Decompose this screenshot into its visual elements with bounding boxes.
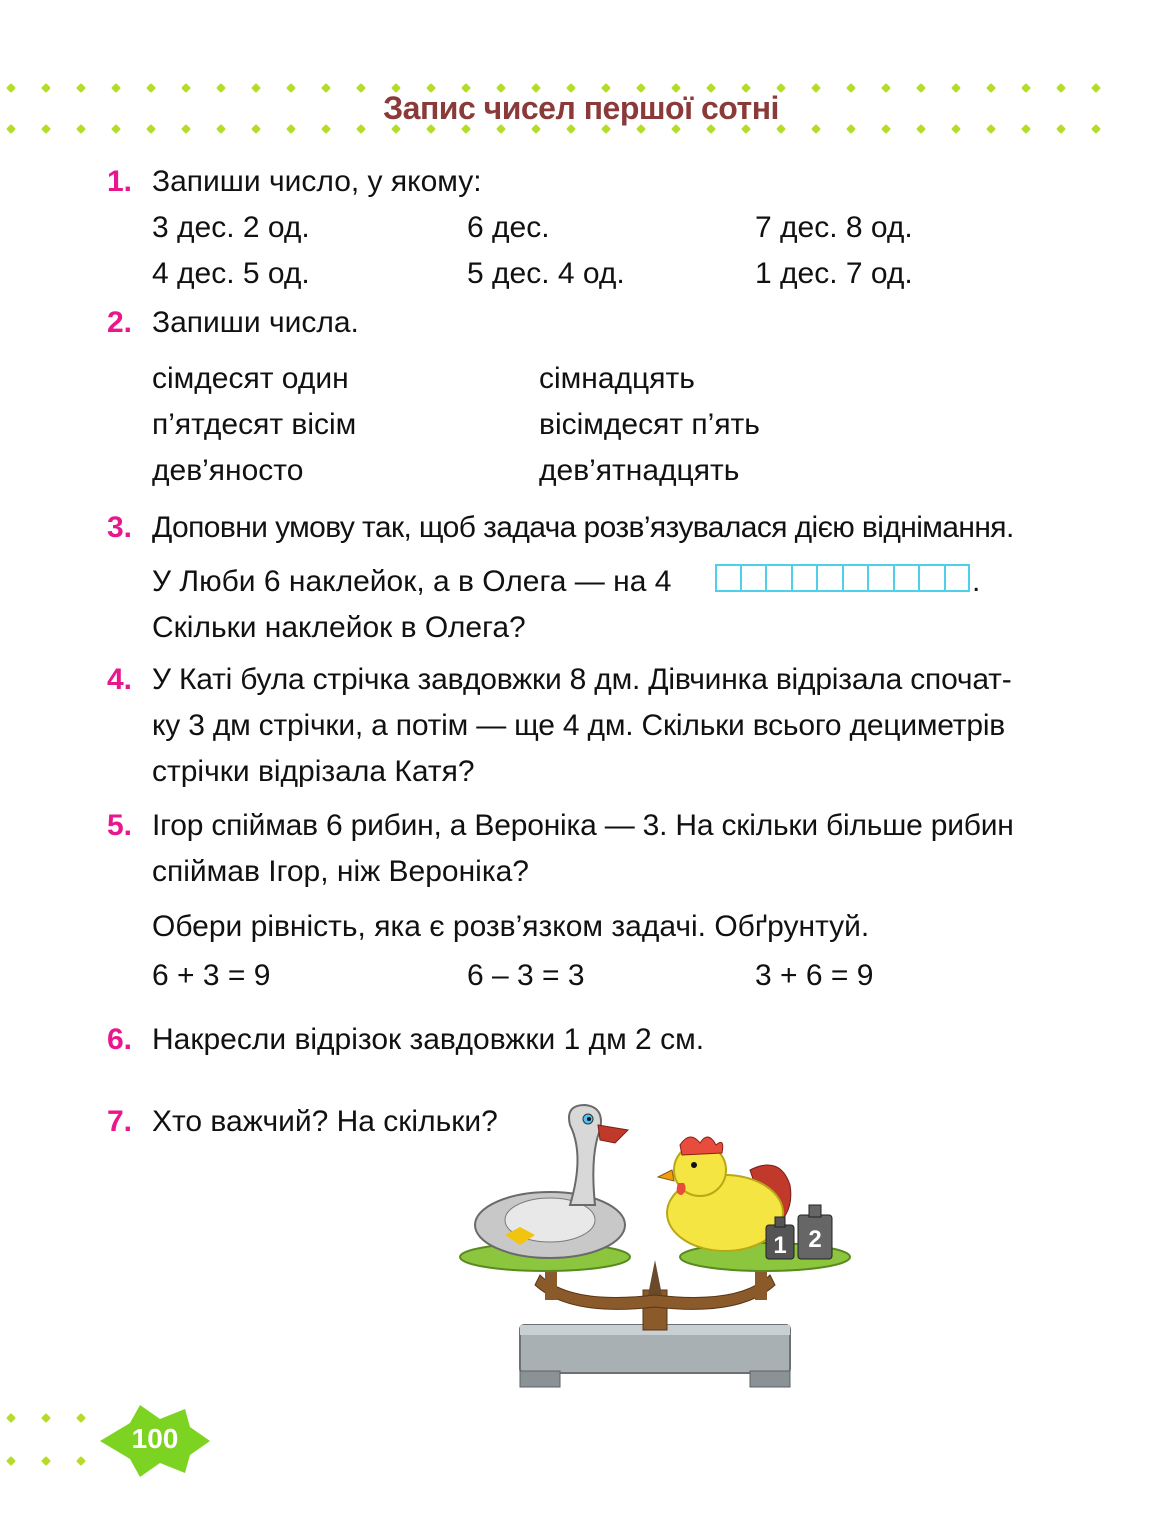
task-line: У Люби 6 наклейок, а в Олега — на 4 [152, 565, 672, 598]
decor-dot [76, 1413, 86, 1423]
task-number: 1. [107, 165, 133, 198]
page-number-badge [100, 1405, 210, 1477]
task-text: Хто важчий? На скільки? [152, 1105, 498, 1138]
task-text: Запиши числа. [152, 306, 359, 339]
decor-dot [41, 1413, 51, 1423]
task-item: дев’ятнадцять [539, 454, 740, 487]
task-text: Запиши число, у якому: [152, 165, 482, 198]
answer-blank-field[interactable] [715, 564, 970, 592]
task-item: п’ятдесят вісім [152, 408, 357, 441]
task-item: 7 дес. 8 од. [755, 211, 913, 244]
decor-dot [6, 1456, 16, 1466]
task-line: Скільки наклейок в Олега? [152, 611, 526, 644]
task-text: Накресли відрізок завдовжки 1 дм 2 см. [152, 1023, 705, 1056]
scale-picture [450, 1095, 860, 1395]
task-text: Доповни умову так, щоб задача розв’язувалася дією віднімання. [152, 511, 1014, 544]
task-line: стрічки відрізала Катя? [152, 755, 475, 788]
decor-dot [76, 1456, 86, 1466]
task-line: Ігор спіймав 6 рибин, а Вероніка — 3. На скільки більше рибин [152, 809, 1014, 842]
goose-figure [475, 1105, 628, 1258]
task-item: сімнадцять [539, 362, 695, 395]
task-number: 7. [107, 1105, 133, 1138]
scale-needle [648, 1260, 662, 1295]
task-item: вісімдесят п’ять [539, 408, 760, 441]
task-item: 1 дес. 7 од. [755, 257, 913, 290]
weight-2-label: 2 [808, 1226, 822, 1253]
task-line: ку 3 дм стрічки, а потім — ще 4 дм. Скільки всього дециметрів [152, 709, 1006, 742]
task-number: 5. [107, 809, 133, 842]
task-number: 2. [107, 306, 133, 339]
decor-dot [41, 1456, 51, 1466]
task-line: спіймав Ігор, ніж Вероніка? [152, 855, 529, 888]
task-item: 4 дес. 5 од. [152, 257, 310, 290]
decor-dot [6, 1413, 16, 1423]
task-line: У Каті була стрічка завдовжки 8 дм. Дівчинка відрізала спочат- [152, 663, 1012, 696]
equation-option: 6 – 3 = 3 [467, 959, 585, 992]
task-number: 4. [107, 663, 133, 696]
task-item: дев’яносто [152, 454, 304, 487]
balance-scale-illustration [450, 1095, 860, 1395]
equation-option: 6 + 3 = 9 [152, 959, 271, 992]
decor-dots-bottom [0, 1413, 90, 1427]
page-number: 100 [131, 1423, 179, 1454]
page-title: Запис чисел першої сотні [383, 90, 779, 126]
weight-2-icon [798, 1205, 832, 1259]
task-line-end: . [972, 565, 981, 598]
equation-option: 3 + 6 = 9 [755, 959, 874, 992]
task-item: 5 дес. 4 од. [467, 257, 625, 290]
task-prompt: Обери рівність, яка є розв’язком задачі. Обґрунтуй. [152, 910, 870, 943]
task-item: 6 дес. [467, 211, 550, 244]
task-number: 6. [107, 1023, 133, 1056]
task-item: сімдесят один [152, 362, 349, 395]
task-number: 3. [107, 511, 133, 544]
scale-foot-right [750, 1371, 790, 1387]
decor-dots-bottom2 [0, 1456, 90, 1470]
scale-foot-left [520, 1371, 560, 1387]
weight-1-label: 1 [773, 1232, 787, 1259]
task-item: 3 дес. 2 од. [152, 211, 310, 244]
